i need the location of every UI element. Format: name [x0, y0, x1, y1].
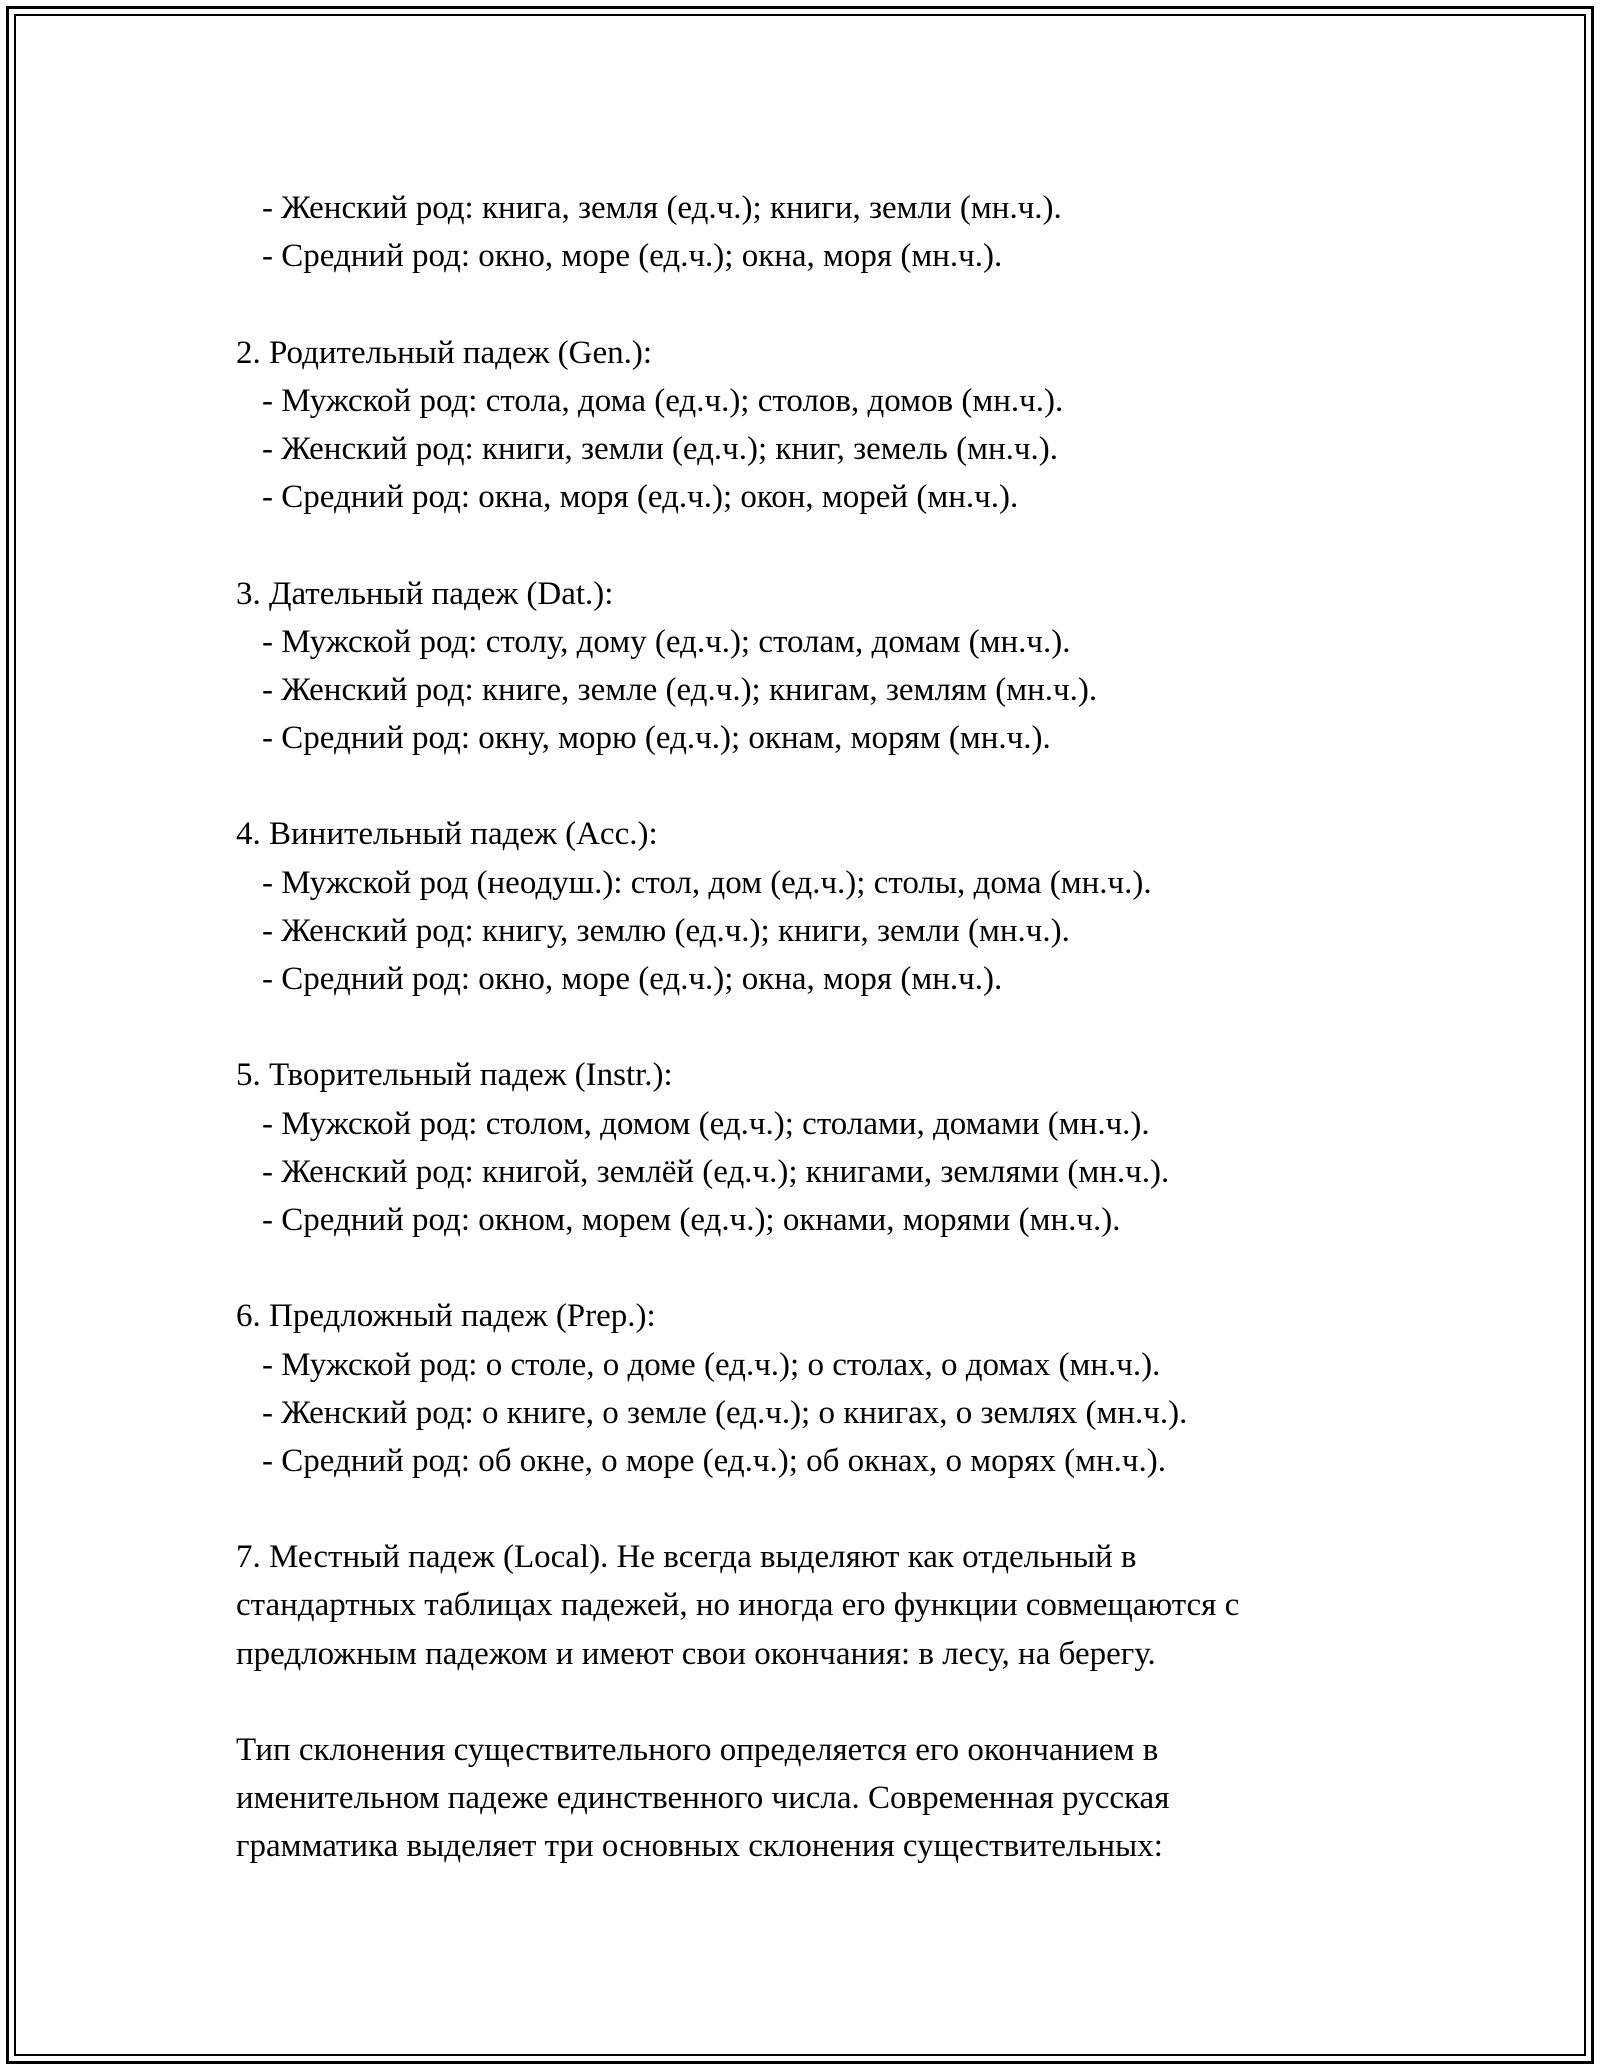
spacer [236, 1003, 1416, 1051]
case-heading: 6. Предложный падеж (Prep.): [236, 1298, 656, 1335]
paragraph-line: 7. Местный падеж (Local). Не всегда выделяют как отдельный в [236, 1539, 1137, 1576]
case-item-neuter: - Средний род: окну, морю (ед.ч.); окнам, морям (мн.ч.). [262, 720, 1051, 757]
paragraph-line: предложным падежом и имеют свои окончания: в лесу, на берегу. [236, 1635, 1156, 1672]
case-item-feminine: - Женский род: книге, земле (ед.ч.); книгам, землям (мн.ч.). [262, 671, 1098, 708]
case-heading: 5. Творительный падеж (Instr.): [236, 1057, 673, 1094]
case-section-genitive [236, 329, 1416, 522]
paragraph-line: именительном падеже единственного числа. Современная русская [236, 1780, 1170, 1817]
spacer [236, 280, 1416, 328]
paragraph-line: грамматика выделяет три основных склонения существительных: [236, 1828, 1163, 1865]
paragraph-line: стандартных таблицах падежей, но иногда его функции совмещаются с [236, 1587, 1240, 1624]
case-section-instrumental [236, 1051, 1416, 1244]
paragraph-line: Тип склонения существительного определяется его окончанием в [236, 1732, 1159, 1768]
case-section-accusative [236, 810, 1416, 1003]
spacer [236, 521, 1416, 569]
case-heading: 3. Дательный падеж (Dat.): [236, 575, 614, 612]
document-body [236, 184, 1416, 1871]
case-item-neuter: - Средний род: окном, морем (ед.ч.); окнами, морями (мн.ч.). [262, 1201, 1121, 1238]
nominative-neuter-line: - Средний род: окно, море (ед.ч.); окна, моря (мн.ч.). [262, 238, 1003, 275]
case-item-masculine: - Мужской род: о столе, о доме (ед.ч.); о столах, о домах (мн.ч.). [262, 1346, 1161, 1383]
case-item-feminine: - Женский род: книги, земли (ед.ч.); книг, земель (мн.ч.). [262, 430, 1058, 467]
spacer [236, 762, 1416, 810]
case-item-neuter: - Средний род: окна, моря (ед.ч.); окон, морей (мн.ч.). [262, 479, 1019, 516]
case-item-feminine: - Женский род: книгой, землёй (ед.ч.); книгами, землями (мн.ч.). [262, 1153, 1170, 1190]
spacer [236, 1244, 1416, 1292]
case-item-feminine: - Женский род: о книге, о земле (ед.ч.); о книгах, о землях (мн.ч.). [262, 1394, 1188, 1431]
case-item-masculine: - Мужской род (неодуш.): стол, дом (ед.ч.); столы, дома (мн.ч.). [262, 864, 1152, 901]
case-item-neuter: - Средний род: об окне, о море (ед.ч.); об окнах, о морях (мн.ч.). [262, 1442, 1166, 1479]
declension-paragraph [236, 1726, 1416, 1871]
case-heading: 4. Винительный падеж (Acc.): [236, 816, 658, 853]
local-case-paragraph [236, 1533, 1416, 1678]
case-item-masculine: - Мужской род: столом, домом (ед.ч.); столами, домами (мн.ч.). [262, 1105, 1150, 1142]
case-heading: 2. Родительный падеж (Gen.): [236, 334, 653, 371]
case-section-prepositional [236, 1292, 1416, 1485]
case-section-dative [236, 570, 1416, 763]
spacer [236, 1485, 1416, 1533]
case-item-feminine: - Женский род: книгу, землю (ед.ч.); книги, земли (мн.ч.). [262, 912, 1070, 949]
case-item-masculine: - Мужской род: стола, дома (ед.ч.); столов, домов (мн.ч.). [262, 382, 1064, 419]
case-item-masculine: - Мужской род: столу, дому (ед.ч.); столам, домам (мн.ч.). [262, 623, 1071, 660]
case-item-neuter: - Средний род: окно, море (ед.ч.); окна, моря (мн.ч.). [262, 961, 1003, 997]
nominative-feminine-line: - Женский род: книга, земля (ед.ч.); книги, земли (мн.ч.). [262, 190, 1062, 226]
spacer [236, 1678, 1416, 1726]
